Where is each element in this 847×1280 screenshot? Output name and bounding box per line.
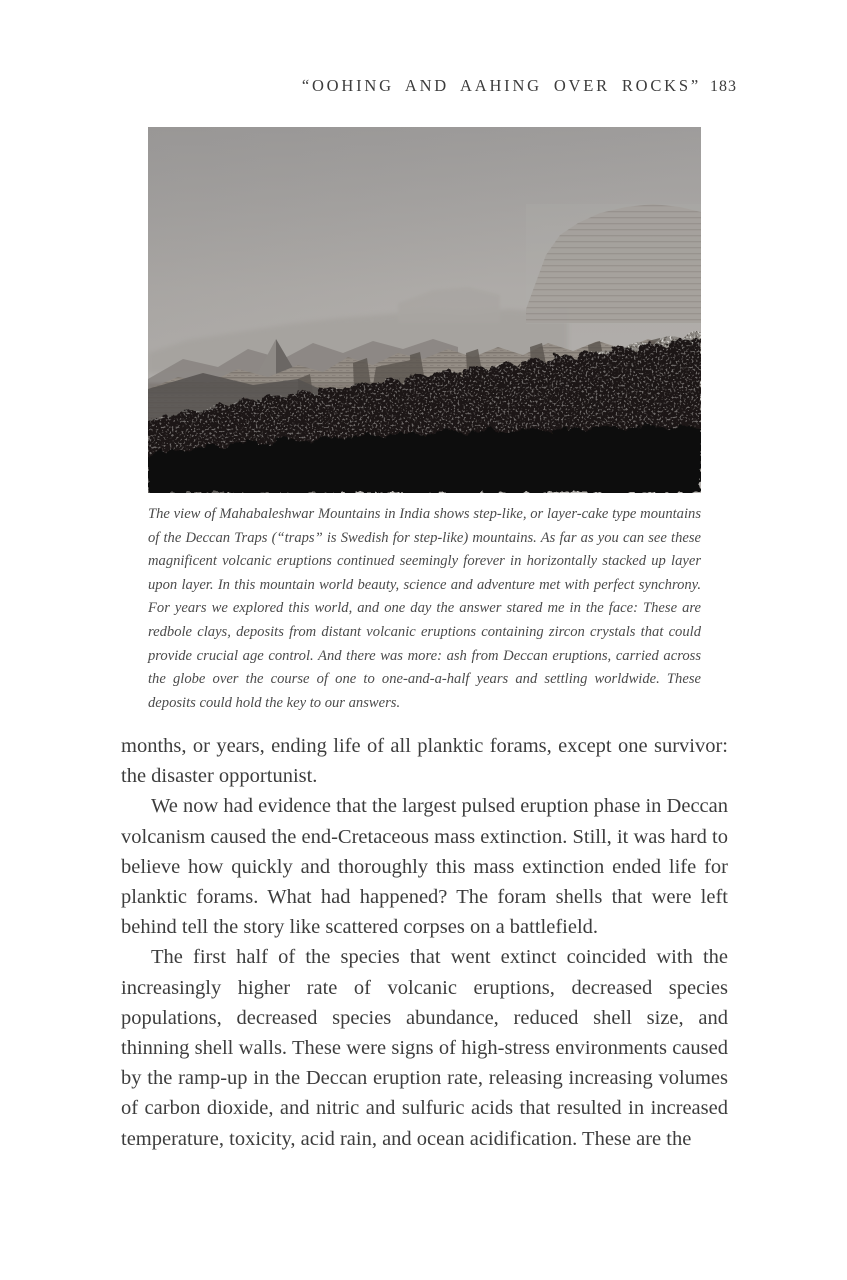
paragraph: We now had evidence that the largest pulsed eruption phase in Deccan volcanism caused the end-Cretaceous mass extinction. Still, it was hard to believe how quickly and thoroughly this mass extinction ended life for planktic forams. What had happened? The foram shells that were left behind tell the story like scattered corpses on a battlefield. bbox=[121, 795, 728, 939]
mountains-photo bbox=[148, 127, 701, 493]
body-text bbox=[121, 731, 728, 1154]
page-number: 183 bbox=[710, 78, 737, 95]
figure-caption: The view of Mahabaleshwar Mountains in India shows step-like, or layer-cake type mountains of the Deccan Traps (“traps” is Swedish for step-like) mountains. As far as you can see these magnificent volcanic eruptions continued seemingly forever in horizontally stacked up layer upon layer. In this mountain world beauty, science and adventure met with perfect synchrony. For years we explored this world, and one day the answer stared me in the face: These are redbole clays, deposits from distant volcanic eruptions containing zircon crystals that could provide crucial age control. And there was more: ash from Deccan eruptions, carried across the globe over the course of one to one-and-a-half years and settling worldwide. These deposits could hold the key to our answers. bbox=[148, 506, 701, 711]
paragraph: The first half of the species that went extinct coincided with the increasingly higher rate of volcanic eruptions, decreased species populations, decreased species abundance, reduced shell size, and thinning shell walls. These were signs of high-stress environments caused by the ramp-up in the Deccan eruption rate, releasing increasing volumes of carbon dioxide, and nitric and sulfuric acids that resulted in increased temperature, toxicity, acid rain, and ocean acidification. These are the bbox=[121, 946, 728, 1150]
chapter-title: “OOHING AND AAHING OVER ROCKS” bbox=[301, 76, 701, 95]
running-header bbox=[121, 76, 737, 96]
paragraph-continuation: months, or years, ending life of all planktic forams, except one survivor: the disaster opportunist. bbox=[121, 735, 728, 788]
mountain-photo-illustration bbox=[148, 127, 701, 493]
